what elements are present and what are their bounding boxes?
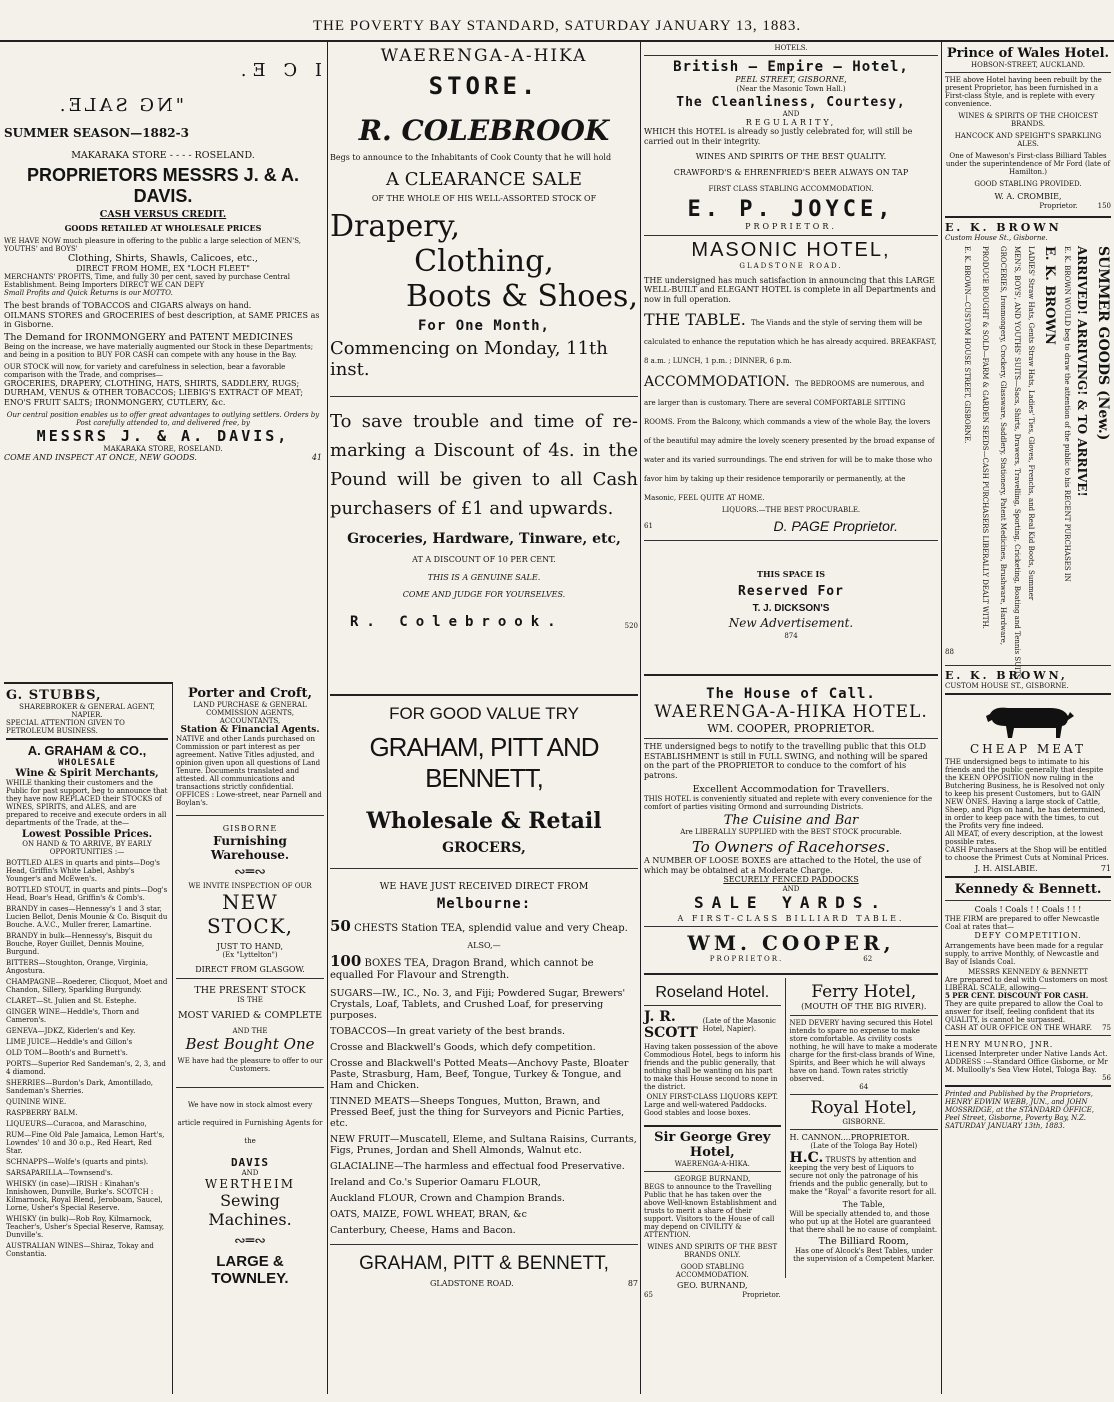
brown-vert: E. K. BROWN—CUSTOM HOUSE STREET, GISBORNE.	[963, 245, 971, 443]
ten-percent: AT A DISCOUNT OF 10 PER CENT.	[412, 555, 556, 564]
house-and: AND	[782, 884, 800, 893]
grey-stabling: GOOD STABLING ACCOMMODATION.	[675, 1263, 749, 1279]
joyce-prop: PROPRIETOR.	[745, 222, 837, 231]
brown-sub: Custom House St., Gisborne.	[945, 233, 1048, 242]
stubbs-line: NAPIER.	[71, 711, 103, 719]
furn-ex: (Ex "Lyttelton")	[222, 951, 278, 959]
cheap-body: THE undersigned begs to intimate to his friends and the public generally that despite the KEEN OPPOSITION now ruling in the Butchering Business, he is Resolved not only to keep his present Customers, but to GAIN NEW ONES. Having a large stock of Cattle, Sheep, and Pigs on hand, he has determined, in order to keep pace with the times, to cut the Profits very fine indeed.	[945, 757, 1106, 830]
masonic-sig-line	[644, 518, 938, 534]
munro-addr: ADDRESS :—Standard Office Gisborne, or Mr M. Mulloolly's Sea View Hotel, Tologa Bay.	[945, 1057, 1108, 1074]
list-item: BRANDY in cases—Hennessy's 1 and 3 star, Lucien Bellot, Denis Mounie & Co. Bisquit du Bouche. A.V.C., Muller frerer, Lamartine.	[6, 905, 168, 929]
masonic-road: GLADSTONE ROAD.	[739, 261, 843, 270]
gpb-name: GRAHAM, PITT AND BENNETT,	[369, 732, 599, 793]
masonic-table-head: THE TABLE.	[644, 310, 746, 329]
reserved-line: Reserved For	[738, 583, 844, 599]
on-hand: ON HAND & TO ARRIVE, BY EARLY OPPORTUNITIES :—	[22, 840, 152, 856]
advert-number: 874	[784, 631, 798, 640]
kennedy-disc: 5 PER CENT. DISCOUNT FOR CASH.	[945, 991, 1089, 1000]
furn-most: MOST VARIED & COMPLETE	[177, 1009, 323, 1021]
royal-body: TRUSTS by attention and keeping the very best of Liquors to secure not only the patronage of his friends and the public generally, but to make the "Royal" a favorite resort for all.	[789, 1156, 937, 1196]
brown-vert: E. K. BROWN WOULD beg to draw the attention of the public to his RECENT PURCHASES IN	[1063, 245, 1071, 582]
royal-cannon: H. CANNON....PROPRIETOR.	[789, 1132, 910, 1142]
roseland-only: ONLY FIRST-CLASS LIQUORS KEPT.	[646, 1093, 779, 1101]
royal-billiard: The Billiard Room,	[818, 1235, 909, 1247]
british-beer: CRAWFORD'S & EHRENFRIED'S BEER ALWAYS ON TAP	[673, 167, 909, 177]
brown-vert: SUMMER GOODS (New.)	[1095, 245, 1111, 440]
commencing: Commencing on Monday, 11th inst.	[330, 338, 608, 380]
royal-billiard-body: Has one of Alcock's Best Tables, under the supervision of a Competent Marker.	[793, 1246, 935, 1263]
advert-number: 150	[1097, 201, 1111, 210]
advert-number: 71	[1100, 863, 1111, 873]
brown-vertical-block	[945, 245, 1111, 679]
davis-advert	[4, 60, 322, 620]
colebrook-store: STORE.	[428, 72, 540, 100]
davis-signature: MESSRS J. & A. DAVIS,	[36, 427, 290, 445]
graham-intro: WHILE thanking their customers and the Public for past support, beg to announce that they have now REPLACED their STOCKS of WINES, SPIRITS, and ALES, and are prepared to receive and execute orders in all departments of the Trade, at the—	[6, 779, 168, 827]
gpb-tea2	[330, 951, 638, 982]
stubbs-line: SPECIAL ATTENTION GIVEN TO PETROLEUM BUSINESS.	[6, 719, 125, 735]
tobacco-line: The best brands of TOBACCOS and CIGARS always on hand.	[4, 301, 252, 310]
house-owners: To Owners of Racehorses.	[691, 838, 891, 856]
list-item: CLARET—St. Julien and St. Estephe.	[6, 997, 137, 1005]
one-month: For One Month,	[417, 318, 550, 334]
bull-icon	[980, 700, 1076, 740]
kennedy-firm: THE FIRM are prepared to offer Newcastle Coal at rates that—	[945, 914, 1100, 931]
pow-prop-line	[945, 202, 1111, 210]
list-item: BRANDY in bulk—Hennessy's, Bisquit du Bouche, Royer Guillet, Dennis Mouine, Burgund.	[6, 932, 153, 956]
gpb-wholesale: Wholesale & Retail	[366, 808, 602, 834]
kennedy-coals: Coals ! Coals ! ! Coals ! ! !	[974, 905, 1082, 914]
furn-is: IS THE	[237, 995, 263, 1004]
groceries-line: Groceries, Hardware, Tinware, etc,	[347, 531, 621, 547]
british-stabling: FIRST CLASS STABLING ACCOMMODATION.	[708, 185, 874, 193]
grey-prop-line	[644, 1291, 781, 1299]
column-rule	[640, 42, 641, 1394]
pow-stabling: GOOD STABLING PROVIDED.	[974, 180, 1082, 188]
list-item: GENEVA—JDKZ, Kiderlen's and Key.	[6, 1027, 136, 1035]
direct-line: DIRECT FROM HOME, EX "LOCH FLEET"	[76, 263, 250, 273]
season-line	[4, 126, 322, 140]
stock-text: OUR STOCK will now, for variety and carefulness in selection, bear a favorable comparison with the Trade, and comprises—	[4, 362, 286, 379]
furn-agents: We have now in stock almost every article required in Furnishing Agents for the	[177, 1100, 323, 1145]
list-item: Ireland and Co.'s Superior Oamaru FLOUR,	[330, 1176, 541, 1188]
royal-hc: H.C.	[789, 1150, 824, 1166]
reserved-line: THIS SPACE IS	[756, 569, 825, 579]
list-item: LIQUEURS—Curacoa, and Maraschino,	[6, 1120, 147, 1128]
column-rule	[941, 42, 942, 1394]
list-item: OATS, MAIZE, FOWL WHEAT, BRAN, &c	[330, 1208, 527, 1220]
furn-had: WE have had the pleasure to offer to our Customers.	[177, 1056, 323, 1073]
kennedy-office: CASH AT OUR OFFICE ON THE WHARF.	[945, 1024, 1092, 1032]
ferry-mouth: (MOUTH OF THE BIG RIVER).	[801, 1002, 927, 1011]
british-name: British — Empire — Hotel,	[673, 59, 909, 75]
graham-wine: Wine & Spirit Merchants,	[15, 768, 159, 779]
genuine-sale: THIS IS A GENUINE SALE.	[427, 572, 541, 582]
list-item: RASPBERRY BALM.	[6, 1109, 78, 1117]
colebrook-sig: R. Colebrook.	[350, 613, 564, 630]
brown-footsub: CUSTOM HOUSE ST., GISBORNE.	[945, 681, 1069, 690]
list-item: QUININE WINE.	[6, 1098, 67, 1106]
masonic-accom-body: The BEDROOMS are numerous, and are larger than is customary. There are several COMFORTABLE SITTING ROOMS. From the Balcony, which commands a view of the whole Bay, the lovers of the beautiful may admire the lovely scenery presented by the broad expanse of water and its varied surroundings. The end striven for will be to make those who favor him by taking up their residence temporarily or permanently, at the Masonic, FEEL QUITE AT HOME.	[644, 380, 935, 502]
cash-heading: CASH VERSUS CREDIT.	[99, 209, 227, 220]
clothing-line: Clothing, Shirts, Shawls, Calicoes, etc.,	[68, 252, 258, 264]
masonic-liquors: LIQUORS.—THE BEST PROCURABLE.	[721, 506, 861, 514]
brown-vert: E. K. BROWN	[1042, 245, 1057, 345]
advert-number: 520	[624, 621, 638, 630]
list-item: Canterbury, Cheese, Hams and Bacon.	[330, 1224, 516, 1236]
gpb-road: GLADSTONE ROAD.	[430, 1278, 514, 1288]
list-item: GINGER WINE—Heddle's, Thorn and Cameron's.	[6, 1008, 140, 1024]
royal-table: The Table,	[842, 1200, 885, 1209]
furn-davis: DAVIS	[230, 1155, 270, 1169]
masonic-accom-head: ACCOMMODATION.	[644, 374, 790, 390]
stock-list: GROCERIES, DRAPERY, CLOTHING, HATS, SHIRTS, SADDLERY, RUGS; DURHAM, VENUS & OTHER TOBACCOS; LIEBIG'S EXTRACT OF MEAT; ENO'S FRUIT SALTS; IRONMONGERY, CUTLERY, &c.	[4, 378, 304, 407]
intro-text: WE HAVE NOW much pleasure in offering to the public a large selection of MEN'S, YOUTHS' and BOYS'	[4, 236, 301, 253]
proprietors: PROPRIETORS MESSRS J. & A. DAVIS.	[26, 165, 300, 206]
demand-line: The Demand for IRONMONGERY and PATENT MEDICINES	[4, 331, 294, 343]
royal-late: (Late of the Tologa Bay Hotel)	[810, 1142, 918, 1150]
house-excellent: Excellent Accommodation for Travellers.	[692, 784, 890, 795]
house-cuisine: The Cuisine and Bar	[723, 813, 859, 828]
furn-wertheim: WERTHEIM	[204, 1176, 296, 1191]
section-rule	[4, 682, 172, 684]
whole-stock: OF THE WHOLE OF HIS WELL-ASSORTED STOCK OF	[371, 193, 597, 203]
lowest-prices: Lowest Possible Prices.	[21, 829, 153, 840]
pow-name: Prince of Wales Hotel.	[946, 46, 1110, 61]
list-item: TOBACCOS—In great variety of the best brands.	[330, 1025, 566, 1037]
list-item: BITTERS—Stoughton, Orange, Virginia, Angostura.	[6, 959, 149, 975]
torn-fragment: I C E.	[234, 60, 322, 81]
davis-address: MAKARAKA STORE, ROSELAND.	[103, 445, 223, 453]
cheap-meat: All MEAT, of every description, at the lowest possible rates.	[945, 829, 1103, 846]
list-item: SARSAPARILLA—Townsend's.	[6, 1169, 113, 1177]
roseland-grey	[644, 978, 781, 1299]
advert-number: 62	[863, 955, 873, 963]
colebrook-name: R. COLEBROOK	[358, 114, 610, 147]
british-street: PEEL STREET, GISBORNE,	[735, 75, 847, 84]
list-item: OLD TOM—Booth's and Burnett's.	[6, 1049, 128, 1057]
imprint: Printed and Published by the Proprietors, HENRY EDWIN WEBB, JUN., and JOHN MOSSRIDGE, at the STANDARD OFFICE, Peel Street, Gisborne, Poverty Bay, N.Z. SATURDAY JANUARY 13th, 1883.	[945, 1089, 1095, 1130]
house-billiard: A FIRST-CLASS BILLIARD TABLE.	[677, 913, 905, 923]
kennedy-qual: They are quite prepared to allow the Coal to answer for itself, feeling confident that its QUALITY, is cannot be surpassed.	[945, 1000, 1103, 1024]
column-rule	[785, 978, 786, 1278]
masonic-name: MASONIC HOTEL,	[691, 238, 891, 261]
goods-line: GOODS RETAILED AT WHOLESALE PRICES	[64, 223, 262, 233]
british-near: (Near the Masonic Town Hall.)	[736, 84, 846, 93]
hotels-column	[644, 44, 938, 1394]
brown-vert: LADIES' Straw Hats, Gents Straw Hats, Ladies' Ties, Gloves, Frenchs, and Real Kid Boots, Summer	[1027, 245, 1035, 600]
cooper-prop: PROPRIETOR.	[709, 955, 784, 963]
cheap-sig-line	[945, 864, 1111, 874]
column-rule	[327, 42, 328, 1394]
list-item: GLACIALINE—The harmless and effectual food Preservative.	[330, 1160, 625, 1172]
royal-town: GISBORNE.	[842, 1117, 886, 1126]
list-item: PORTS—Superior Red Sandeman's, 2, 3, and 4 diamond.	[6, 1060, 166, 1076]
colebrook-advert	[330, 46, 638, 682]
list-item: WHISKY (in bulk)—Rob Roy, Kilmarnock, Teacher's, Usher's Special Reserve, Ramsay, Dunville's.	[6, 1215, 165, 1239]
right-column	[945, 46, 1111, 1394]
cheap-sig: J. H. AISLABIE.	[975, 863, 1038, 873]
list-item: CHAMPAGNE—Roederer, Clicquot, Moet and Chandon, Sillery, Sparkling Burgundy.	[6, 978, 168, 994]
kennedy-deal: Are prepared to deal with Customers on most LIBERAL SCALE, allowing—	[945, 976, 1108, 992]
pow-prop: Proprietor.	[1039, 201, 1078, 210]
merchants-text: MERCHANTS' PROFITS, Time, and fully 30 per cent, saved by purchase Central Establishment. Being Importers DIRECT WE CAN DEFY	[4, 273, 290, 289]
pow-street: HOBSON-STREET, AUCKLAND.	[970, 61, 1085, 69]
masonic-accom	[644, 371, 938, 504]
gpb-try: FOR GOOD VALUE TRY	[389, 704, 579, 723]
house-prop: WM. COOPER, PROPRIETOR.	[707, 722, 875, 735]
advert-number: 65	[644, 1290, 653, 1299]
gpb-item-list	[330, 988, 638, 1236]
gpb-received: WE HAVE JUST RECEIVED DIRECT FROM	[379, 881, 589, 892]
section-rule	[330, 694, 638, 696]
list-item: SCHNAPPS—Wolfe's (quarts and pints).	[6, 1158, 149, 1166]
brown-foot: E. K. BROWN,	[945, 668, 1068, 682]
column-rule	[172, 682, 173, 1394]
list-item: LIME JUICE—Heddle's and Gillon's	[6, 1038, 133, 1046]
central-text: Our central position enables us to offer great advantages to outlying settlers. Orders by Post carefully attended to, and delivered free, by	[6, 411, 320, 427]
grey-body: BEGS to announce to the Travelling Public that he has taken over the above Well-known Establishment and trusts to merit a share of their support. Visitors to the House of call may depend on CIVILITY & ATTENTION.	[644, 1183, 777, 1239]
advert-number: 88	[945, 647, 954, 656]
grey-town: WAERENGA-A-HIKA.	[674, 1160, 750, 1168]
roseland-body: Having taken possession of the above Commodious Hotel, begs to inform his friends and the public generally, that nothing shall be wanting on his part to make this House second to none in the district.	[644, 1043, 781, 1091]
pow-hancock: HANCOCK AND SPEIGHT'S SPARKLING ALES.	[954, 132, 1102, 148]
cheap-title: CHEAP MEAT	[969, 741, 1087, 756]
advert-number: 64	[859, 1082, 869, 1091]
munro-name: HENRY MUNRO, JNR.	[945, 1040, 1054, 1049]
brown-vert: PRODUCE BOUGHT & SOLD—FARM & GARDEN SEEDS—CASH PURCHASERS LIBERALLY DEALT WITH.	[981, 245, 989, 629]
hotel-pair	[644, 978, 938, 1299]
advert-number: 87	[627, 1278, 638, 1288]
ferry-body: NED DEVERY having secured this Hotel intends to spare no expense to make store comfortable. As civility costs nothing, he will have to make a moderate charge for the first-class brands of Wine, Spirits, and Beer which he will always have on hand. Town rates strictly observed.	[789, 1018, 938, 1083]
house-name: WAERENGA-A-HIKA HOTEL.	[654, 702, 928, 722]
gpb-sig: GRAHAM, PITT & BENNETT,	[359, 1252, 609, 1274]
grey-sig: GEO. BURNAND,	[677, 1281, 748, 1290]
list-item: Crosse and Blackwell's Goods, which defy competition.	[330, 1041, 596, 1053]
page-sig: D. PAGE Proprietor.	[773, 518, 898, 534]
reserved-space	[644, 544, 938, 648]
gpb-road-line	[330, 1279, 638, 1289]
masonic-body: THE undersigned has much satisfaction in announcing that this LARGE WELL-BUILT and ELEGANT HOTEL is complete in all Departments and now in full operation.	[644, 275, 937, 304]
list-item: RUM—Fine Old Pale Jamaica, Lemon Hart's, Lowndes' 10 and 30 o.p., Red Heart, Red Star.	[6, 1131, 165, 1155]
british-regularity: REGULARITY,	[745, 117, 837, 127]
house-boxes: A NUMBER OF LOOSE BOXES are attached to the Hotel, the use of which may be obtained at a Moderate Charge.	[644, 856, 921, 875]
graham-item-list	[6, 859, 168, 1258]
royal-table-body: Will be specially attended to, and those who put up at the Hotel are guaranteed that there shall be no cause of complaint.	[789, 1209, 938, 1234]
brown-vert: ARRIVED! ARRIVING! & TO ARRIVE!	[1075, 245, 1089, 497]
discount-text: To save trouble and time of re-marking a Discount of 4s. in the Pound will be given to all Cash purchasers of £1 and upwards.	[330, 411, 638, 519]
gpb-tea1	[330, 917, 638, 935]
masonic-table-body: The Viands and the style of serving them will be calculated to enhance the reputation which he has already acquired. BREAKFAST, 8 a.m. ; LUNCH, 1 p.m. ; DINNER, 6 p.m.	[644, 319, 937, 365]
advert-number: 41	[311, 453, 322, 462]
porter-column	[176, 686, 324, 1394]
furn-and2: AND	[241, 1168, 259, 1177]
furn-name: Furnishing Warehouse.	[210, 833, 290, 862]
pow-wines: WINES & SPIRITS OF THE CHOICEST BRANDS.	[958, 112, 1098, 128]
grey-wines: WINES AND SPIRITS OF THE BEST BRANDS ONLY.	[647, 1243, 778, 1259]
cheap-cash: CASH Purchasers at the Shop will be entitled to choose the Primest Cuts at Nominal Prices.	[945, 845, 1109, 862]
porter-body: NATIVE and other Lands purchased on Commission or part interest as per agreement. Native Titles adjusted, and opinion given upon all questions of Land Tenure. Documents translated and attested. All communications and transactions strictly confidential.	[176, 735, 321, 791]
list-item: NEW FRUIT—Muscatell, Eleme, and Sultana Raisins, Currants, Figs, Prunes, Jordan and Shell Almonds, Walnut etc.	[330, 1133, 637, 1156]
tea-count: 100	[330, 951, 362, 970]
furn-direct: DIRECT FROM GLASGOW.	[195, 965, 305, 974]
cooper-prop-line	[644, 955, 938, 963]
motto-text: Small Profits and Quick Returns is our MOTTO.	[4, 289, 173, 297]
list-item: BOTTLED STOUT, in quarts and pints—Dog's Head, Boar's Head, Griffin's & Comb's.	[6, 886, 168, 902]
ferry-name: Ferry Hotel,	[811, 982, 917, 1002]
house-sale: SALE YARDS.	[694, 892, 888, 912]
house-conv: THIS HOTEL is conveniently situated and replete with every convenience for the comfort of parties visiting Ormond and surrounding Districts.	[644, 795, 933, 811]
roseland-name: Roseland Hotel.	[655, 984, 770, 1001]
british-which: WHICH this HOTEL is already so justly celebrated for, will still be carried out in their integrity.	[644, 127, 913, 146]
colebrook-sig-line	[330, 614, 638, 630]
graham-column	[6, 688, 168, 1394]
list-item: BOTTLED ALES in quarts and pints—Dog's Head, Griffin's White Label, Ashby's Younger's and McEwen's.	[6, 859, 160, 883]
hotels-heading: HOTELS.	[774, 44, 808, 52]
clothing: Clothing,	[414, 244, 554, 279]
furn-stock: NEW STOCK,	[206, 889, 294, 938]
grey-owner: GEORGE BURNAND,	[674, 1175, 751, 1183]
ferry-royal	[790, 978, 938, 1278]
furn-sewing: Sewing Machines.	[208, 1190, 292, 1229]
boots-shoes: Boots & Shoes,	[405, 279, 638, 314]
furn-and: AND THE	[232, 1026, 268, 1035]
brown-vert: GROCERIES, Ironmongery, Crockery, Glassware, Saddlery, Stationery, Patent Medicines, Brushware, Hardware,	[999, 245, 1007, 645]
royal-body-line	[789, 1150, 938, 1196]
stubbs-name: G. STUBBS,	[6, 688, 102, 703]
kennedy-arr: Arrangements have been made for a regular supply, to arrive Monthly, of Newcastle and Bay of Islands Coal.	[945, 942, 1104, 966]
british-clean: The Cleanliness, Courtesy,	[676, 94, 906, 110]
kennedy-defy: DEFY COMPETITION.	[974, 930, 1082, 940]
porter-line: Station & Financial Agents.	[180, 725, 320, 735]
scott-name: J. R. SCOTT	[644, 1009, 698, 1041]
come-judge: COME AND JUDGE FOR YOURSELVES.	[402, 590, 566, 599]
oilmans-line: OILMANS STORES and GROCERIES of best description, at SAME PRICES as in Gisborne.	[4, 310, 320, 329]
flourish-icon: ∾═∾	[234, 863, 266, 880]
brown-vert: MEN'S, BOYS', AND YOUTHS' SUITS—Sacs, Shirts, Drawers, Travelling, Sporting, Cricketing, Boating and Tennis SUITS	[1013, 245, 1021, 679]
gpb-melbourne: Melbourne:	[436, 896, 532, 912]
pow-billiard: One of Maweson's First-class Billiard Tables under the superintendence of Mr Ford (late of Hamilton.)	[945, 152, 1111, 176]
masthead-rule	[0, 40, 1114, 42]
clearance-sale: A CLEARANCE SALE	[386, 168, 582, 190]
advert-number: 61	[644, 522, 653, 530]
tea-text: BOXES TEA, Dragon Brand, which cannot be equalled For Flavour and Strength.	[330, 957, 594, 981]
come-line	[4, 453, 322, 463]
list-item: WHISKY (in case)—IRISH : Kinahan's Innishowen, Dunville, Burke's. SCOTCH : Kilmarnock, Royal Blend, Jeroboam, Saucel, Lorne, Usher's Special Reserve.	[6, 1180, 163, 1212]
masthead: THE POVERTY BAY STANDARD, SATURDAY JANUARY 13, 1883.	[312, 18, 802, 34]
royal-name: Royal Hotel,	[810, 1097, 917, 1118]
house-body: THE undersigned begs to notify to the travelling public that this OLD ESTABLISHMENT is still in FULL SWING, and nothing will be spared on the part of the PROPRIETOR to conduce to the comfort of his patrons.	[644, 742, 928, 780]
list-item: TINNED MEATS—Sheeps Tongues, Mutton, Brawn, and Pressed Beef, just the thing for Surveyors and Picnic Parties, etc.	[330, 1095, 625, 1129]
list-item: SHERRIES—Burdon's Dark, Amontillado, Sandeman's Sherries.	[6, 1079, 154, 1095]
tea-text: CHESTS Station TEA, splendid value and very Cheap.	[354, 923, 628, 934]
roseland-paddocks: Large and well-watered Paddocks. Good stables and loose boxes.	[644, 1101, 767, 1117]
furn-present: THE PRESENT STOCK	[194, 984, 306, 996]
colebrook-begs: Begs to announce to the Inhabitants of Cook County that he will hold	[330, 153, 612, 162]
grey-prop: Proprietor.	[742, 1290, 781, 1299]
british-and: AND	[782, 109, 800, 118]
furn-invite: WE INVITE INSPECTION OF OUR	[188, 881, 312, 890]
store-name: MAKARAKA STORE - - - - ROSELAND.	[71, 150, 255, 161]
graham-wholesale: WHOLESALE	[58, 758, 116, 768]
british-wines: WINES AND SPIRITS OF THE BEST QUALITY.	[695, 152, 887, 161]
scott-line	[644, 1009, 781, 1041]
grey-name: Sir George Grey Hotel,	[654, 1130, 771, 1160]
advert-number: 75	[1102, 1024, 1111, 1032]
drapery: Drapery,	[330, 209, 461, 244]
come-text: COME AND INSPECT AT ONCE, NEW GOODS.	[4, 453, 197, 462]
house-paddocks: SECURELY FENCED PADDOCKS	[723, 875, 859, 884]
porter-offices: OFFICES : Lowe-street, near Parnell and Boylan's.	[176, 791, 322, 807]
season-text: SUMMER SEASON—1882-3	[4, 126, 189, 140]
masonic-table	[644, 310, 938, 367]
cooper-sig: WM. COOPER,	[687, 931, 895, 955]
munro-body: Licensed Interpreter under Native Lands Act.	[945, 1049, 1108, 1058]
reserved-line: T. J. DICKSON'S	[752, 602, 830, 614]
stubbs-line: SHAREBROKER & GENERAL AGENT,	[19, 703, 155, 711]
kennedy-office-line	[945, 1024, 1111, 1032]
gpb-grocers: GROCERS,	[442, 840, 526, 856]
pow-body: THE above Hotel having been rebuilt by the present Proprietor, has been furnished in a First-class Style, and is replete with every convenience.	[945, 76, 1102, 108]
furn-best: Best Bought One	[185, 1034, 315, 1053]
scott-late: (Late of the Masonic Hotel, Napier).	[702, 1017, 776, 1033]
list-item: SUGARS—IW., IC., No. 3, and Fiji; Powdered Sugar, Brewers' Crystals, Loaf, Tablets, and Crushed Loaf, for preserving purposes.	[330, 987, 626, 1021]
furn-town: GISBORNE	[222, 824, 278, 833]
flourish-icon: ∾═∾	[234, 1232, 266, 1249]
tea-count: 50	[330, 917, 351, 935]
kennedy-messrs: MESSRS KENNEDY & BENNETT	[968, 968, 1088, 976]
pow-sig: W. A. CROMBIE,	[994, 192, 1062, 201]
joyce-sig: E. P. JOYCE,	[687, 197, 895, 222]
gpb-advert	[330, 704, 638, 1394]
porter-name: Porter and Croft,	[187, 686, 313, 701]
torn-fragment: "NG SALE.	[56, 95, 184, 116]
list-item: AUSTRALIAN WINES—Shiraz, Tokay and Constantia.	[6, 1242, 154, 1258]
furn-sig: LARGE & TOWNLEY.	[211, 1252, 289, 1287]
graham-name: A. GRAHAM & CO.,	[27, 743, 147, 758]
kennedy-name: Kennedy & Bennett.	[954, 882, 1102, 897]
gpb-also: ALSO,—	[467, 941, 501, 950]
increase-text: Being on the increase, we have materially augmented our Stock in these Departments; and being in a position to BUY FOR CASH can compete with any house in the Bay.	[4, 342, 314, 359]
colebrook-title: WAERENGA-A-HIKA	[380, 46, 588, 66]
house-supplied: Are LIBERALLY SUPPLIED with the BEST STOCK procurable.	[680, 828, 902, 836]
porter-line: LAND PURCHASE & GENERAL COMMISSION AGENTS, ACCOUNTANTS,	[193, 701, 307, 725]
list-item: Crosse and Blackwell's Potted Meats—Anchovy Paste, Bloater Paste, Strasburg, Ham, Beef, Tongue, Turkey & Tongue, and Ham and Chicken.	[330, 1057, 629, 1091]
advert-number: 56	[1102, 1073, 1111, 1082]
house-title: The House of Call.	[706, 686, 876, 702]
brown-head: E. K. BROWN	[945, 220, 1062, 234]
reserved-line: New Advertisement.	[728, 615, 854, 630]
furn-hand: JUST TO HAND,	[216, 941, 284, 951]
bull-icon	[945, 698, 1111, 742]
list-item: Auckland FLOUR, Crown and Champion Brands.	[330, 1192, 565, 1204]
